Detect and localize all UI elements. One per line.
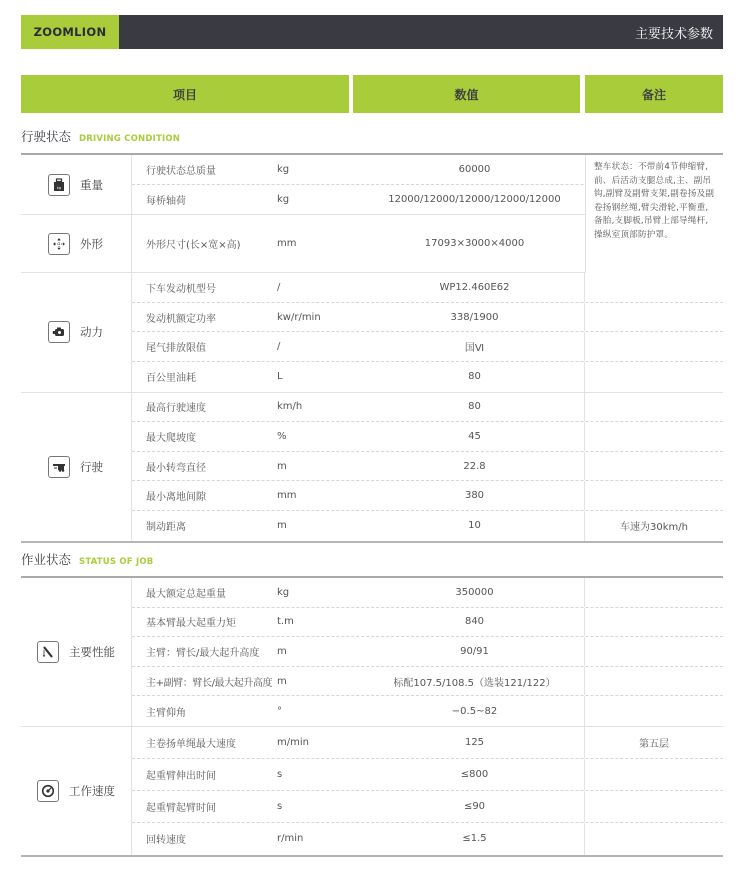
table-row xyxy=(132,637,723,667)
table-row xyxy=(132,393,723,423)
param-unit: mm xyxy=(277,490,297,502)
param-unit: kw/r/min xyxy=(277,311,321,323)
param-name: 最高行驶速度 xyxy=(146,403,206,415)
param-name: 基本臂最大起重力矩 xyxy=(146,618,236,630)
spec-rows xyxy=(132,273,723,391)
param-name: 起重臂起臂时间 xyxy=(146,802,216,814)
section-title-job xyxy=(21,550,153,568)
param-remark xyxy=(584,393,723,422)
merged-remark-wrapper xyxy=(21,155,723,273)
category-cell xyxy=(21,727,132,855)
param-value: 45 xyxy=(468,430,481,442)
param-value: WP12.460E62 xyxy=(439,281,510,293)
param-unit: m xyxy=(277,645,287,657)
category-label: 主要性能 xyxy=(69,644,115,659)
param-value: 22.8 xyxy=(463,460,486,472)
table-row xyxy=(132,273,723,303)
spec-rows xyxy=(132,393,723,541)
param-remark xyxy=(584,696,723,726)
param-name: 主臂仰角 xyxy=(146,707,186,719)
table-row xyxy=(132,578,723,608)
param-unit: mm xyxy=(277,238,297,250)
column-header-value: 数值 xyxy=(353,75,580,113)
param-value: 17093×3000×4000 xyxy=(424,238,525,250)
param-unit: ° xyxy=(277,705,282,717)
param-remark xyxy=(584,303,723,332)
param-name: 制动距离 xyxy=(146,522,186,534)
param-unit: m/min xyxy=(277,736,309,748)
param-unit: kg xyxy=(277,193,290,205)
truck-icon xyxy=(48,456,70,478)
category-label: 行驶 xyxy=(80,459,103,474)
table-row xyxy=(132,759,723,791)
table-row xyxy=(132,481,723,511)
param-remark xyxy=(584,608,723,637)
dimensions-icon xyxy=(48,233,70,255)
driving-spec-table xyxy=(21,153,723,543)
table-row xyxy=(132,823,723,855)
param-unit: kg xyxy=(277,586,290,598)
table-row xyxy=(132,727,723,759)
section-title-en: DRIVING CONDITION xyxy=(79,134,181,144)
param-name: 百公里油耗 xyxy=(146,373,196,385)
param-value: 350000 xyxy=(455,586,494,598)
param-unit: kg xyxy=(277,163,290,175)
category-label: 动力 xyxy=(80,325,103,340)
param-value: ≤1.5 xyxy=(462,833,487,845)
param-name: 外形尺寸(长×宽×高) xyxy=(146,240,241,252)
param-unit: L xyxy=(277,371,283,383)
svg-text:kg: kg xyxy=(56,185,62,190)
engine-icon xyxy=(48,321,70,343)
boom-icon xyxy=(37,641,59,663)
param-value: 10 xyxy=(468,520,481,532)
spec-group-performance xyxy=(21,578,723,727)
weight-icon xyxy=(48,174,70,196)
param-name: 回转速度 xyxy=(146,835,186,847)
spec-group-working-speed xyxy=(21,727,723,855)
table-row xyxy=(132,608,723,638)
param-name: 发动机额定功率 xyxy=(146,313,216,325)
param-remark xyxy=(584,759,723,790)
param-name: 主+副臂：臂长/最大起升高度 xyxy=(146,677,273,689)
param-value: 338/1900 xyxy=(450,311,499,323)
param-remark: 第五层 xyxy=(584,727,723,758)
param-unit: s xyxy=(277,800,283,812)
param-name: 起重臂伸出时间 xyxy=(146,770,216,782)
table-row xyxy=(132,791,723,823)
param-remark xyxy=(584,422,723,451)
section-title-zh: 作业状态 xyxy=(21,552,72,567)
param-name: 下车发动机型号 xyxy=(146,283,216,295)
param-unit: m xyxy=(277,520,287,532)
param-unit: s xyxy=(277,768,283,780)
category-cell xyxy=(21,215,132,272)
category-label: 重量 xyxy=(80,177,103,192)
param-value: 80 xyxy=(468,371,481,383)
param-unit: m xyxy=(277,460,287,472)
param-name: 行驶状态总质量 xyxy=(146,165,216,177)
table-row xyxy=(132,667,723,697)
param-unit: / xyxy=(277,341,281,353)
table-row xyxy=(132,362,723,392)
section-title-driving xyxy=(21,127,180,145)
column-header-remark: 备注 xyxy=(585,75,723,113)
param-remark xyxy=(584,667,723,696)
category-cell xyxy=(21,273,132,391)
param-remark xyxy=(584,273,723,302)
param-value: 标配107.5/108.5（选装121/122） xyxy=(393,677,556,689)
param-unit: km/h xyxy=(277,401,303,413)
param-name: 主卷扬单绳最大速度 xyxy=(146,738,236,750)
spec-group-travel xyxy=(21,393,723,541)
param-value: 840 xyxy=(464,616,485,628)
section-title-zh: 行驶状态 xyxy=(21,129,72,144)
param-name: 最大额定总起重量 xyxy=(146,588,226,600)
param-remark: 车速为30km/h xyxy=(584,511,723,541)
section-title-en: STATUS OF JOB xyxy=(79,557,154,567)
param-remark xyxy=(584,823,723,855)
job-spec-table xyxy=(21,576,723,857)
category-cell xyxy=(21,393,132,541)
vehicle-state-remark: 整车状态：不带前4节伸缩臂,前、后活动支腿总成,主、副吊钩,副臂及副臂支架,副卷扬及副卷扬钢丝绳,臂尖滑轮,平衡重,备胎,支脚板,吊臂上部导绳杆,操纵室顶部防护罩。 xyxy=(585,155,723,273)
category-label: 工作速度 xyxy=(69,783,115,798)
param-unit: r/min xyxy=(277,833,304,845)
table-row xyxy=(132,452,723,482)
param-name: 尾气排放限值 xyxy=(146,343,206,355)
spec-rows xyxy=(132,578,723,726)
param-value: 国Ⅵ xyxy=(464,343,485,355)
param-value: 90/91 xyxy=(460,645,489,657)
header-bar xyxy=(21,15,723,49)
page-title: 主要技术参数 xyxy=(634,26,713,42)
param-remark xyxy=(584,791,723,822)
param-unit: % xyxy=(277,430,287,442)
param-value: 125 xyxy=(464,736,485,748)
param-value: 380 xyxy=(464,490,485,502)
param-remark xyxy=(584,481,723,510)
param-value: ≤90 xyxy=(463,800,486,812)
param-value: 12000/12000/12000/12000/12000 xyxy=(388,193,561,205)
table-row xyxy=(132,696,723,726)
param-name: 每桥轴荷 xyxy=(146,195,186,207)
speed-gauge-icon xyxy=(37,780,59,802)
table-row xyxy=(132,511,723,541)
table-row xyxy=(132,332,723,362)
column-header-item: 项目 xyxy=(21,75,349,113)
param-value: 60000 xyxy=(458,163,491,175)
table-row xyxy=(132,303,723,333)
param-name: 最小转弯直径 xyxy=(146,462,206,474)
param-unit: t.m xyxy=(277,616,294,628)
table-row xyxy=(132,422,723,452)
param-unit: / xyxy=(277,281,281,293)
param-name: 最小离地间隙 xyxy=(146,492,206,504)
param-remark xyxy=(584,637,723,666)
spec-rows xyxy=(132,727,723,855)
param-remark xyxy=(584,362,723,392)
param-remark xyxy=(584,452,723,481)
param-name: 最大爬坡度 xyxy=(146,432,196,444)
param-name: 主臂：臂长/最大起升高度 xyxy=(146,647,260,659)
param-value: ≤800 xyxy=(460,768,489,780)
param-remark xyxy=(584,332,723,361)
spec-group-power xyxy=(21,273,723,392)
category-cell xyxy=(21,578,132,726)
param-value: −0.5~82 xyxy=(451,705,498,717)
category-cell xyxy=(21,155,132,214)
brand-logo: ZOOMLION xyxy=(21,15,119,49)
param-value: 80 xyxy=(468,401,481,413)
param-unit: m xyxy=(277,675,287,687)
category-label: 外形 xyxy=(80,236,103,251)
param-remark xyxy=(584,578,723,607)
